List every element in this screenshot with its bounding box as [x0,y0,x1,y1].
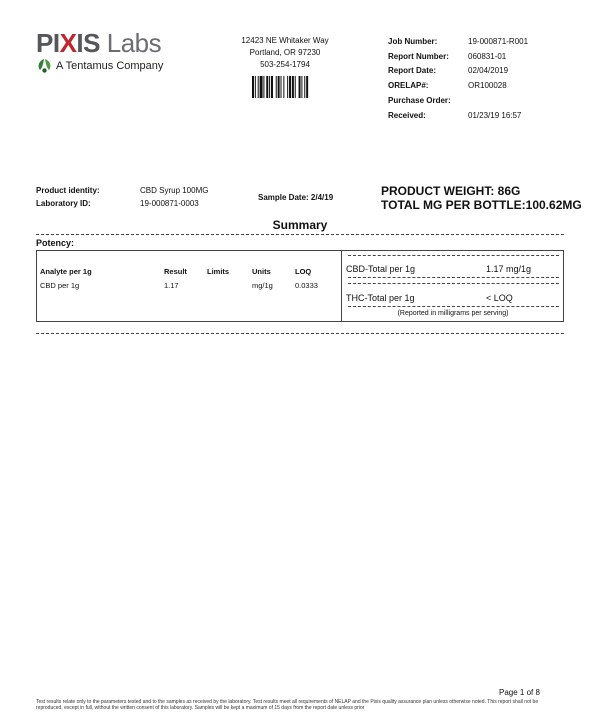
totals-note: (Reported in milligrams per serving) [397,310,509,317]
totals-divider [348,283,559,284]
address-city: Portland, OR 97230 [249,48,321,57]
logo-labs: Labs [106,28,162,58]
header-result: Result [164,267,187,276]
report-meta [388,34,528,123]
barcode [252,76,318,98]
header-units: Units [252,267,271,276]
meta-row [388,34,528,49]
potency-title: Potency: [36,238,75,248]
logo-pixis: PIXIS [36,28,100,58]
cbd-total-value: 1.17 mg/1g [486,264,532,274]
logo-tagline: A Tentamus Company [56,59,164,72]
meta-row [388,78,528,93]
meta-label: Job Number: [388,36,438,46]
divider [36,333,564,334]
sample-date: Sample Date: 2/4/19 [258,193,334,202]
cell-result: 1.17 [164,281,179,290]
product-identity-label: Product identity: [36,186,100,195]
meta-value: 060831-01 [468,51,507,61]
analyte-table [37,251,341,321]
divider [36,234,564,235]
meta-label: Report Number: [388,51,449,61]
header-analyte: Analyte per 1g [40,267,92,276]
totals-divider [348,277,559,278]
thc-total-label: THC-Total per 1g [346,293,415,303]
product-identity-row [36,184,208,197]
product-weight-block [381,184,582,212]
meta-row [388,108,528,123]
totals-panel [341,251,563,321]
footer-disclaimer: Test results relate only to the parameters tested and to the samples as received by the laboratory. Test results meet all requirements of NELAP and the Pixis quality assurance plan unless otherwise noted. This report shall not be reproduced, except in full, without the written consent of this laboratory. Samples will be kept a maximum of 15 days from the report date unless prior [36,699,539,711]
totals-divider [348,306,559,307]
logo-tagline-row [36,58,163,73]
potency-table [36,250,564,322]
totals-divider [348,255,559,256]
page-number: Page 1 of 8 [499,688,540,697]
meta-value: 01/23/19 16:57 [468,110,522,120]
meta-label: Report Date: [388,66,437,76]
meta-value: 19-000871-R001 [468,36,529,46]
lab-id-label: Laboratory ID: [36,199,91,208]
address-street: 12423 NE Whitaker Way [241,36,329,45]
address-phone: 503-254-1794 [260,60,310,69]
meta-label: Purchase Order: [388,96,451,106]
total-mg-per-bottle: TOTAL MG PER BOTTLE:100.62MG [381,198,582,212]
product-weight: PRODUCT WEIGHT: 86G [381,184,521,198]
cell-units: mg/1g [252,281,273,290]
lab-id-value: 19-000871-0003 [140,199,199,208]
cell-analyte: CBD per 1g [40,281,80,290]
meta-label: ORELAP#: [388,81,429,91]
meta-label: Received: [388,110,426,120]
product-info [36,184,208,210]
header-loq: LOQ [295,267,312,276]
cell-loq: 0.0333 [295,281,318,290]
logo-wordmark [36,30,163,56]
meta-row [388,49,528,64]
lab-id-row [36,197,208,210]
company-logo [36,30,163,73]
product-identity-value: CBD Syrup 100MG [140,186,209,195]
lab-address [225,35,345,98]
leaf-icon [36,58,53,73]
meta-row [388,93,528,108]
header-limits: Limits [207,267,230,276]
thc-total-value: < LOQ [486,293,513,303]
cbd-total-label: CBD-Total per 1g [346,264,416,274]
meta-value: 02/04/2019 [468,66,509,76]
summary-title: Summary [272,218,328,232]
meta-row [388,64,528,79]
meta-value: OR100028 [468,81,507,91]
